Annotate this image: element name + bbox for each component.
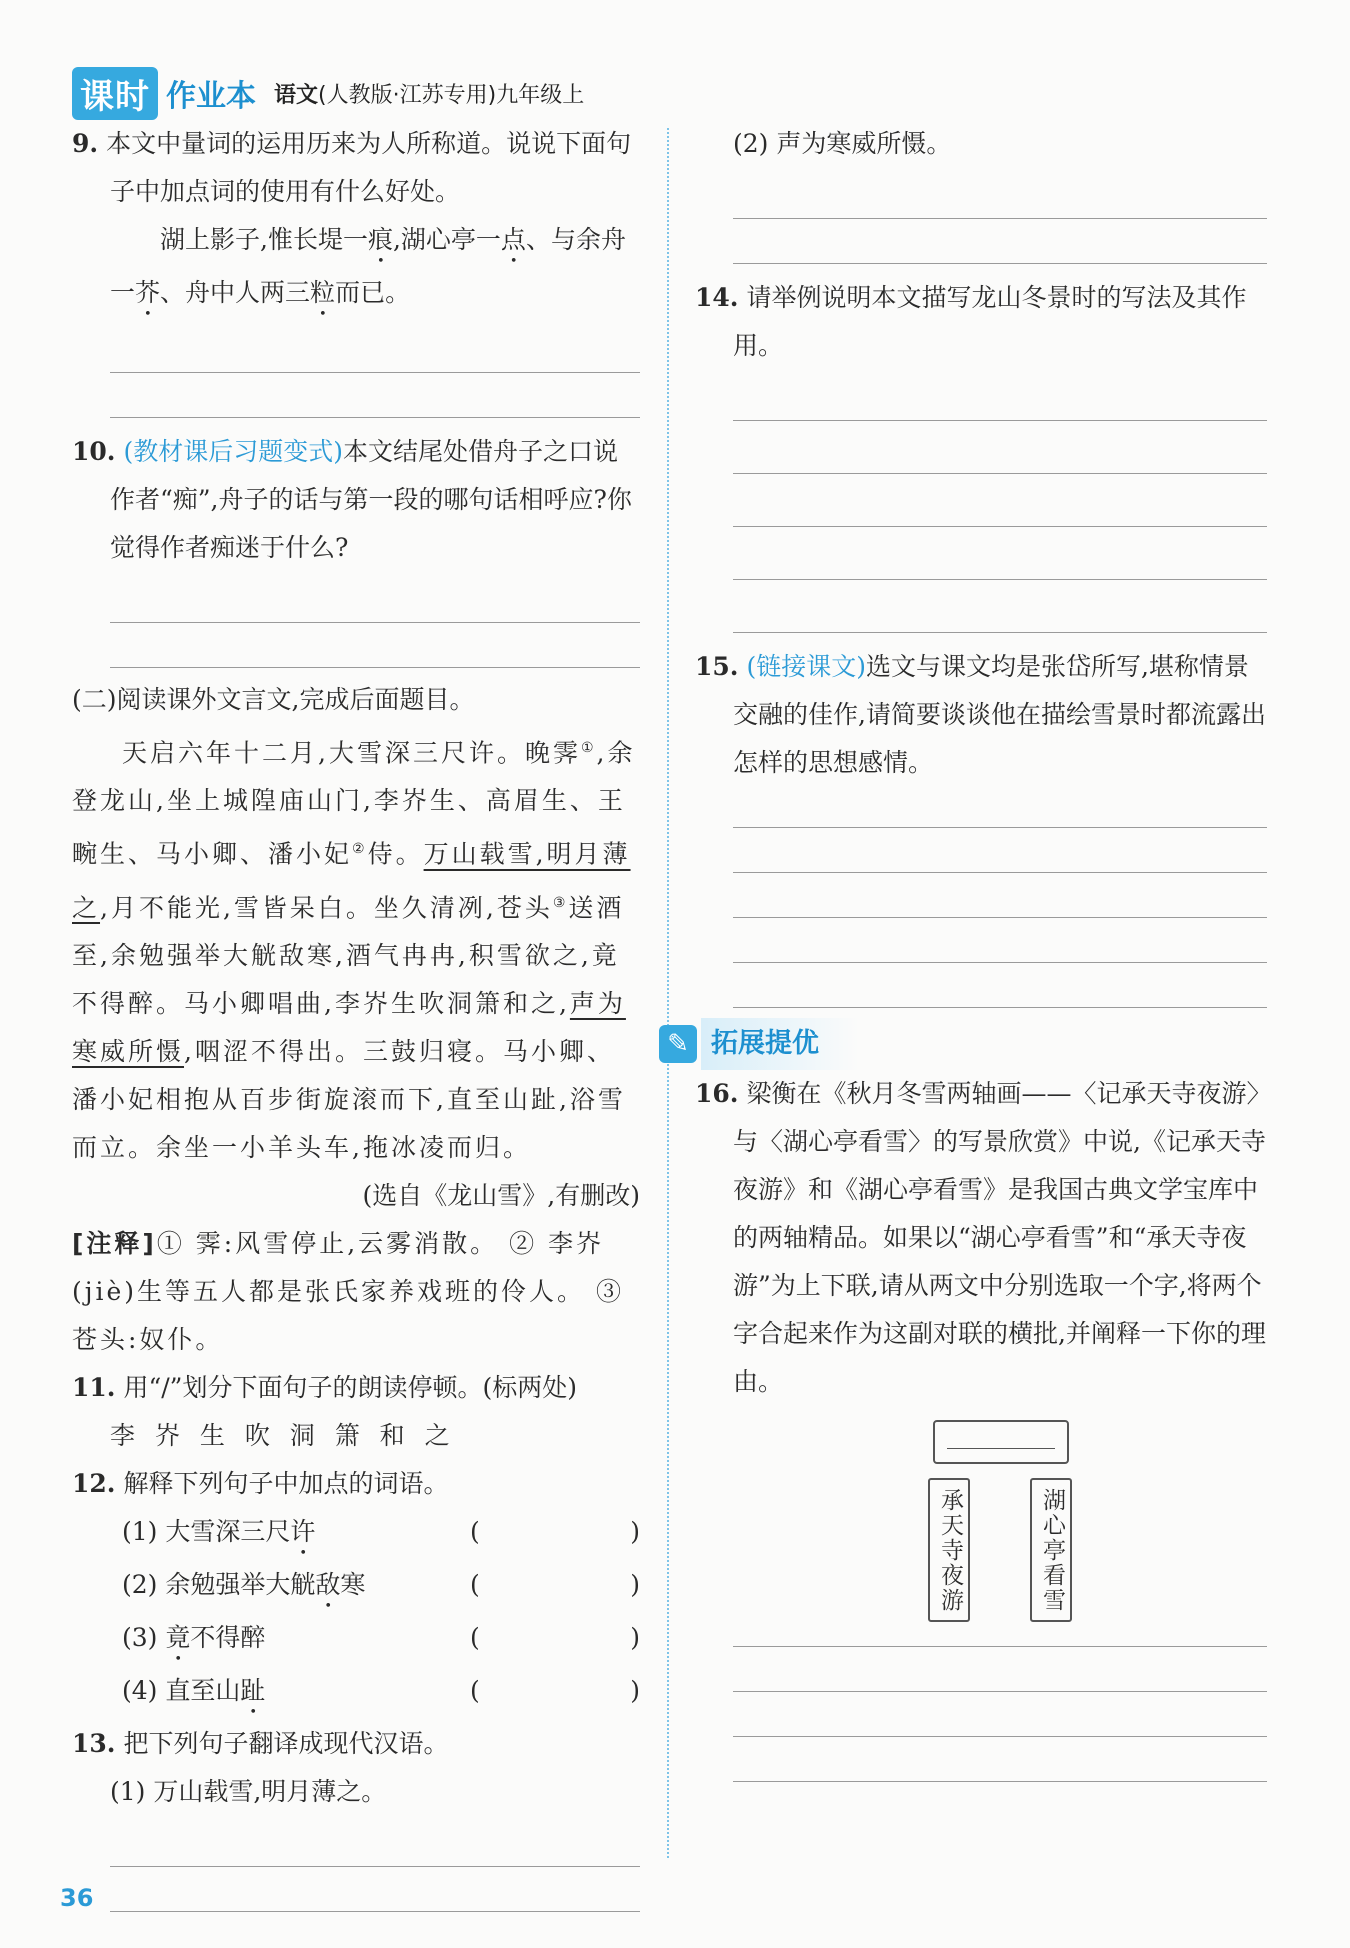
passage-text: 天启六年十二月,大雪深三尺许。晚霁 xyxy=(122,738,581,768)
subject-name: 语文 xyxy=(274,82,319,108)
translation-item-1: (1) 万山载雪,明月薄之。 xyxy=(110,1776,387,1806)
section-title: 拓展提优 xyxy=(701,1018,859,1070)
open-paren: ( xyxy=(470,1569,480,1599)
footnotes xyxy=(72,1220,640,1364)
passage-text: ,月不能光,雪皆呆白。坐久清冽,苍头 xyxy=(100,892,553,922)
question-number: 13. xyxy=(72,1728,116,1758)
fill-item[interactable] xyxy=(72,1614,640,1667)
dotted-word: 竟 xyxy=(165,1622,191,1652)
dotted-word: 粒 xyxy=(310,278,336,307)
question-number: 10. xyxy=(72,437,116,466)
quote-text: 而已。 xyxy=(335,278,411,307)
footnote-marker: ② xyxy=(352,841,368,858)
section-header xyxy=(659,1022,1267,1066)
open-paren: ( xyxy=(470,1516,480,1546)
quote-text: 、舟中人两三 xyxy=(160,278,311,307)
question-number: 16. xyxy=(695,1079,739,1108)
fill-item[interactable] xyxy=(72,1508,640,1561)
question-14 xyxy=(695,274,1267,370)
item-text: (2) 余勉强举大觥 xyxy=(122,1569,316,1599)
pause-sentence[interactable]: 李 岕 生 吹 洞 箫 和 之 xyxy=(110,1420,456,1450)
answer-line[interactable] xyxy=(733,1781,1267,1782)
question-9 xyxy=(72,120,640,216)
column-divider xyxy=(667,128,669,1858)
series-name: 作业本 xyxy=(166,79,256,114)
footnote-marker: ① xyxy=(580,740,597,756)
question-9-quote xyxy=(72,216,640,322)
question-15 xyxy=(695,643,1267,787)
question-text: 本文中量词的运用历来为人所称道。说说下面句子中加点词的使用有什么好处。 xyxy=(106,129,632,206)
question-number: 15. xyxy=(695,652,739,681)
item-text: 不得醉 xyxy=(190,1622,266,1652)
question-number: 14. xyxy=(695,283,739,312)
close-paren: ) xyxy=(630,1675,640,1705)
quote-text: ,湖心亭一 xyxy=(392,225,501,254)
translation-item-2: (2) 声为寒威所慑。 xyxy=(733,129,952,158)
right-column xyxy=(667,120,1267,1782)
item-text: (1) 大雪深三尺 xyxy=(122,1516,291,1546)
edition-label: (人教版·江苏专用) xyxy=(318,82,497,108)
quote-text: 、与余舟一 xyxy=(110,225,626,307)
underlined-sentence: 万山载雪,明月薄之 xyxy=(72,839,631,922)
passage-text: 侍。 xyxy=(367,839,424,869)
question-number: 11. xyxy=(72,1372,116,1402)
close-paren: ) xyxy=(630,1569,640,1599)
question-12 xyxy=(72,1460,640,1508)
dotted-word: 痕 xyxy=(367,225,393,254)
classical-passage xyxy=(72,724,640,1172)
answer-line[interactable] xyxy=(110,1911,640,1912)
item-text: (4) 直至山 xyxy=(122,1675,241,1705)
footnotes-text: ① 霁:风雪停止,云雾消散。 ② 李岕(jiè)生等五人都是张氏家养戏班的伶人。 ③ 苍头:奴仆。 xyxy=(72,1228,624,1354)
fill-item[interactable] xyxy=(72,1561,640,1614)
passage-text: 送酒至,余勉强举大觥敌寒,酒气冉冉,积雪欲之,竟不得醉。马小卿唱曲,李岕生吹洞箫和之, xyxy=(72,892,625,1018)
dotted-word: 许 xyxy=(290,1516,316,1546)
open-paren: ( xyxy=(470,1675,480,1705)
left-column xyxy=(72,120,640,1912)
page-header xyxy=(72,70,584,116)
dotted-word: 芥 xyxy=(135,278,161,307)
page-number: 36 xyxy=(60,1884,94,1912)
passage-source: (选自《龙山雪》,有删改) xyxy=(362,1180,640,1210)
question-text: 把下列句子翻译成现代汉语。 xyxy=(123,1728,449,1758)
underlined-sentence: 声为寒威所慑 xyxy=(72,988,626,1066)
question-text: 选文与课文均是张岱所写,堪称情景交融的佳作,请简要谈谈他在描绘雪景时都流露出怎样的思想感情。 xyxy=(733,652,1266,777)
question-number: 12. xyxy=(72,1468,116,1498)
question-text: 解释下列句子中加点的词语。 xyxy=(123,1468,449,1498)
dotted-word: 趾 xyxy=(240,1675,266,1705)
couplet-diagram xyxy=(695,1420,1267,1620)
footnote-marker: ③ xyxy=(552,894,569,911)
question-text: 梁衡在《秋月冬雪两轴画——〈记承天寺夜游〉与〈湖心亭看雪〉的写景欣赏》中说,《记承天寺夜游》和《湖心亭看雪》是我国古典文学宝库中的两轴精品。如果以“湖心亭看雪”和“承天寺夜游”为上下联,请从两文中分别选取一个字,将两个字合起来作为这副对联的横批,并阐释一下你的理由。 xyxy=(733,1079,1266,1396)
dotted-word: 点 xyxy=(500,225,526,254)
question-11 xyxy=(72,1364,640,1412)
logo-badge: 课时 xyxy=(72,67,158,120)
grade-label: 九年级上 xyxy=(496,82,585,108)
close-paren: ) xyxy=(630,1516,640,1546)
pencil-icon: ✎ xyxy=(659,1025,697,1063)
open-paren: ( xyxy=(470,1622,480,1652)
question-13 xyxy=(72,1720,640,1768)
question-number: 9. xyxy=(72,129,99,158)
passage-text: ,余登龙山,坐上城隍庙山门,李岕生、高眉生、王畹生、马小卿、潘小妃 xyxy=(72,738,636,869)
dotted-word: 敌 xyxy=(315,1569,341,1599)
part-2-title: (二)阅读课外文言文,完成后面题目。 xyxy=(72,685,475,714)
close-paren: ) xyxy=(630,1622,640,1652)
question-tag: (链接课文) xyxy=(746,652,866,681)
question-text: 本文结尾处借舟子之口说作者“痴”,舟子的话与第一段的哪句话相呼应?你觉得作者痴迷于什么? xyxy=(110,437,632,562)
quote-text: 湖上影子,惟长堤一 xyxy=(160,225,368,254)
subject-label xyxy=(274,78,584,109)
horizontal-scroll-blank[interactable] xyxy=(933,1420,1069,1464)
question-16 xyxy=(695,1070,1267,1406)
passage-text: ,咽涩不得出。三鼓归寝。马小卿、潘小妃相抱从百步街旋滚而下,直至山趾,浴雪而立。余坐一小羊头车,拖冰凌而归。 xyxy=(72,1036,626,1162)
footnotes-label: [注释] xyxy=(72,1228,157,1258)
item-text: (3) xyxy=(122,1622,166,1652)
couplet-upper-scroll: 湖心亭看雪 xyxy=(1030,1478,1072,1622)
couplet-lower-scroll: 承天寺夜游 xyxy=(928,1478,970,1622)
fill-item[interactable] xyxy=(72,1667,640,1720)
item-text: 寒 xyxy=(340,1569,366,1599)
question-text: 请举例说明本文描写龙山冬景时的写法及其作用。 xyxy=(733,283,1247,360)
question-text: 用“/”划分下面句子的朗读停顿。(标两处) xyxy=(123,1372,577,1402)
question-10 xyxy=(72,428,640,572)
question-tag: (教材课后习题变式) xyxy=(123,437,343,466)
